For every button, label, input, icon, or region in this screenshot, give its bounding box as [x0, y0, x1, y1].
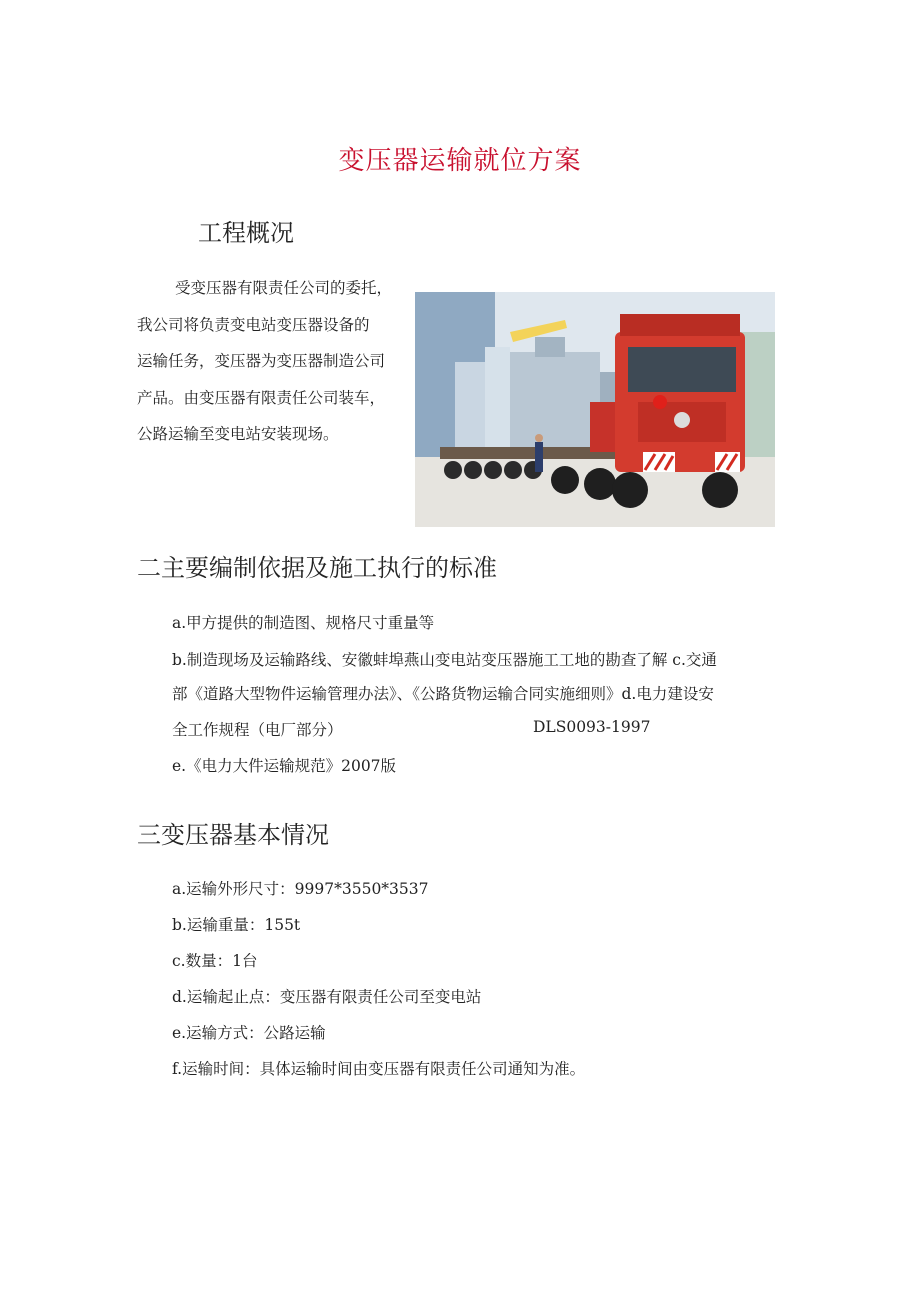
spec-item: c.数量：1台: [172, 952, 258, 970]
standard-item: b.制造现场及运输路线、安徽蚌埠燕山变电站变压器施工工地的勘查了解 c.交通: [172, 651, 717, 669]
section1-line: 我公司将负责变电站变压器设备的: [137, 316, 370, 334]
standard-code: DLS0093-1997: [533, 718, 651, 736]
spec-item: e.运输方式：公路运输: [172, 1024, 326, 1042]
section2-heading: 二主要编制依据及施工执行的标准: [137, 554, 497, 582]
section1-line: 运输任务，变压器为变压器制造公司: [137, 352, 386, 370]
section1-line: 产品。由变压器有限责任公司装车，: [137, 389, 386, 407]
spec-item: a.运输外形尺寸：9997*3550*3537: [172, 880, 429, 898]
section1-line: 受变压器有限责任公司的委托，: [175, 279, 393, 297]
section1-line: 公路运输至变电站安装现场。: [137, 425, 339, 443]
standard-item: 部《道路大型物件运输管理办法》、《公路货物运输合同实施细则》d.电力建设安: [172, 685, 714, 703]
document-title: 变压器运输就位方案: [338, 146, 582, 176]
standard-item: a.甲方提供的制造图、规格尺寸重量等: [172, 614, 435, 632]
transport-truck-photo: [415, 292, 775, 527]
section1-heading: 工程概况: [198, 219, 294, 247]
spec-item: f.运输时间：具体运输时间由变压器有限责任公司通知为准。: [172, 1060, 586, 1078]
standard-item: 全工作规程（电厂部分）: [172, 721, 343, 739]
spec-item: b.运输重量：155t: [172, 916, 301, 934]
spec-item: d.运输起止点：变压器有限责任公司至变电站: [172, 988, 482, 1006]
section3-heading: 三变压器基本情况: [137, 821, 329, 849]
standard-item: e.《电力大件运输规范》2007版: [172, 757, 397, 775]
